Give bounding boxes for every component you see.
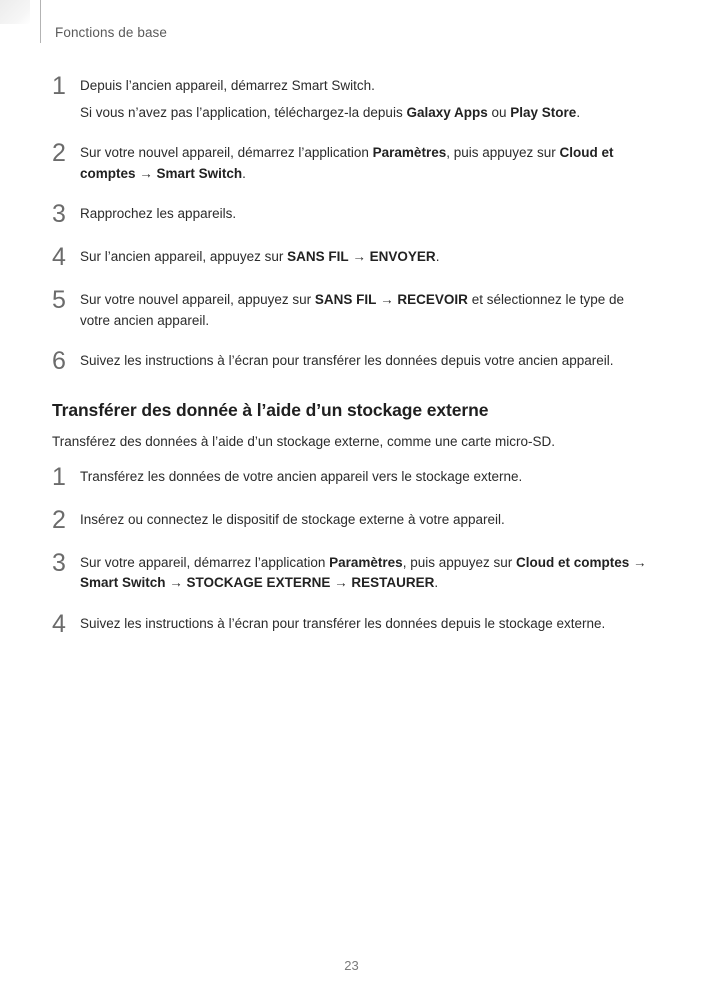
scan-corner-shade — [0, 0, 30, 24]
step-text: Suivez les instructions à l’écran pour transférer les données depuis le stockage externe. — [80, 615, 606, 631]
step-item — [52, 139, 652, 184]
step-number: 4 — [52, 243, 66, 271]
steps-list-wireless-transfer — [52, 72, 652, 375]
step-number: 6 — [52, 347, 66, 375]
section-heading: Transférer des donnée à l’aide d’un stockage externe — [52, 400, 489, 420]
step-text: Suivez les instructions à l’écran pour transférer les données depuis votre ancien appareil. — [80, 353, 614, 368]
step-item — [52, 548, 652, 594]
step-item — [52, 286, 652, 331]
step-item — [52, 243, 652, 271]
step-item — [52, 72, 652, 123]
steps-list-external-storage — [52, 462, 652, 638]
step-item — [52, 609, 652, 638]
running-header: Fonctions de base — [55, 25, 168, 40]
step-text: Transférez les données de votre ancien appareil vers le stockage externe. — [80, 468, 523, 484]
intro-paragraph: Transférez des données à l’aide d’un stockage externe, comme une carte micro-SD. — [52, 434, 556, 449]
step-text: Sur votre nouvel appareil, démarrez l’application Paramètres, puis appuyez sur Cloud et comptes → Smart Switch. — [80, 145, 614, 181]
step-text: Depuis l’ancien appareil, démarrez Smart Switch. Si vous n’avez pas l’application, téléchargez-la depuis Galaxy Apps ou Play Store. — [80, 78, 581, 120]
step-text: Sur votre nouvel appareil, appuyez sur SANS FIL → RECEVOIR et sélectionnez le type de votre ancien appareil. — [80, 292, 625, 328]
step-number: 3 — [52, 200, 66, 228]
step-item — [52, 200, 652, 228]
step-text: Sur votre appareil, démarrez l’application Paramètres, puis appuyez sur Cloud et comptes → Smart Switch → STOCKAGE EXTERNE → RESTAURER. — [80, 554, 647, 590]
step-number: 1 — [52, 462, 66, 491]
header-vertical-rule — [40, 0, 41, 43]
step-number: 3 — [52, 548, 66, 577]
step-text: Insérez ou connectez le dispositif de stockage externe à votre appareil. — [80, 511, 505, 527]
step-item — [52, 462, 652, 491]
step-number: 5 — [52, 286, 66, 314]
step-number: 4 — [52, 609, 66, 638]
step-number: 1 — [52, 72, 66, 100]
step-text: Rapprochez les appareils. — [80, 206, 237, 221]
page-number: 23 — [344, 958, 359, 973]
page-content — [52, 72, 652, 657]
step-text: Sur l’ancien appareil, appuyez sur SANS FIL → ENVOYER. — [80, 249, 440, 264]
step-item — [52, 505, 652, 534]
step-item — [52, 347, 652, 375]
step-number: 2 — [52, 139, 66, 167]
step-number: 2 — [52, 505, 66, 534]
